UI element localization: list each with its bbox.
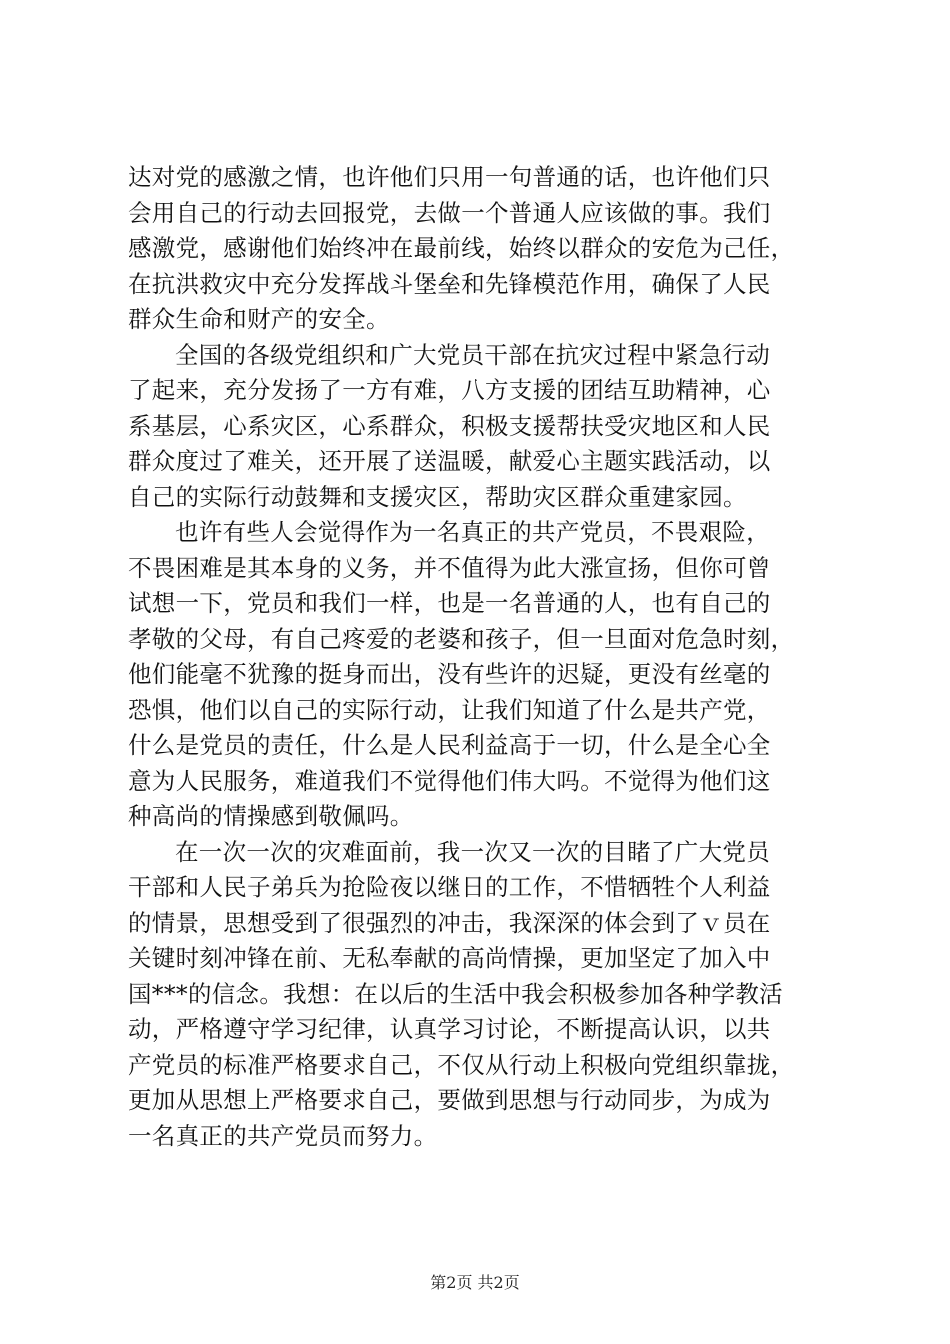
page-number: 第2页 共2页	[430, 1273, 520, 1292]
text-line: 系基层，心系灾区，心系群众，积极支援帮扶受灾地区和人民	[128, 411, 771, 440]
text-line: 种高尚的情操感到敬佩吗。	[128, 802, 414, 830]
text-line: 恐惧，他们以自己的实际行动，让我们知道了什么是共产党，	[128, 695, 771, 724]
text-line: 全国的各级党组织和广大党员干部在抗灾过程中紧急行动	[175, 340, 770, 369]
text-line: 的情景，思想受到了很强烈的冲击，我深深的体会到了ｖ员在	[128, 908, 771, 937]
text-line: 了起来，充分发扬了一方有难，八方支援的团结互助精神，心	[128, 376, 771, 404]
text-line: 会用自己的行动去回报党，去做一个普通人应该做的事。我们	[128, 198, 771, 227]
paragraph-1	[128, 160, 848, 338]
text-line: 群众生命和财产的安全。	[128, 305, 390, 333]
text-line: 更加从思想上严格要求自己，要做到思想与行动同步，为成为	[128, 1086, 771, 1114]
paragraph-3	[128, 515, 848, 835]
text-line: 在一次一次的灾难面前，我一次又一次的目睹了广大党员	[175, 837, 770, 866]
paragraph-4	[128, 835, 848, 1155]
text-line: 在抗洪救灾中充分发挥战斗堡垒和先锋模范作用，确保了人民	[128, 269, 771, 298]
text-line: 孝敬的父母，有自己疼爱的老婆和孩子，但一旦面对危急时刻，	[128, 624, 795, 653]
text-line: 不畏困难是其本身的义务，并不值得为此大涨宣扬，但你可曾	[128, 553, 771, 582]
page-footer	[0, 1273, 950, 1293]
text-line: 动，严格遵守学习纪律，认真学习讨论，不断提高认识，以共	[128, 1015, 771, 1043]
text-line: 也许有些人会觉得作为一名真正的共产党员，不畏艰险，	[175, 518, 770, 546]
text-line: 意为人民服务，难道我们不觉得他们伟大吗。不觉得为他们这	[128, 766, 771, 795]
text-line: 干部和人民子弟兵为抢险夜以继日的工作，不惜牺牲个人利益	[128, 873, 771, 901]
text-line: 国***的信念。我想：在以后的生活中我会积极参加各种学教活	[128, 979, 783, 1008]
text-line: 群众度过了难关，还开展了送温暖，献爱心主题实践活动，以	[128, 447, 771, 475]
text-line: 试想一下，党员和我们一样，也是一名普通的人，也有自己的	[128, 589, 771, 617]
text-line: 他们能毫不犹豫的挺身而出，没有些许的迟疑，更没有丝毫的	[128, 660, 771, 688]
text-line: 自己的实际行动鼓舞和支援灾区，帮助灾区群众重建家园。	[128, 482, 747, 511]
text-line: 一名真正的共产党员而努力。	[128, 1121, 438, 1150]
text-line: 什么是党员的责任，什么是人民利益高于一切，什么是全心全	[128, 731, 771, 759]
text-line: 产党员的标准严格要求自己，不仅从行动上积极向党组织靠拢，	[128, 1050, 795, 1079]
document-body	[128, 160, 848, 1154]
text-line: 达对党的感激之情，也许他们只用一句普通的话，也许他们只	[128, 163, 771, 191]
text-line: 感激党，感谢他们始终冲在最前线，始终以群众的安危为己任，	[128, 234, 795, 262]
text-line: 关键时刻冲锋在前、无私奉献的高尚情操，更加坚定了加入中	[128, 944, 771, 972]
paragraph-2	[128, 338, 848, 516]
